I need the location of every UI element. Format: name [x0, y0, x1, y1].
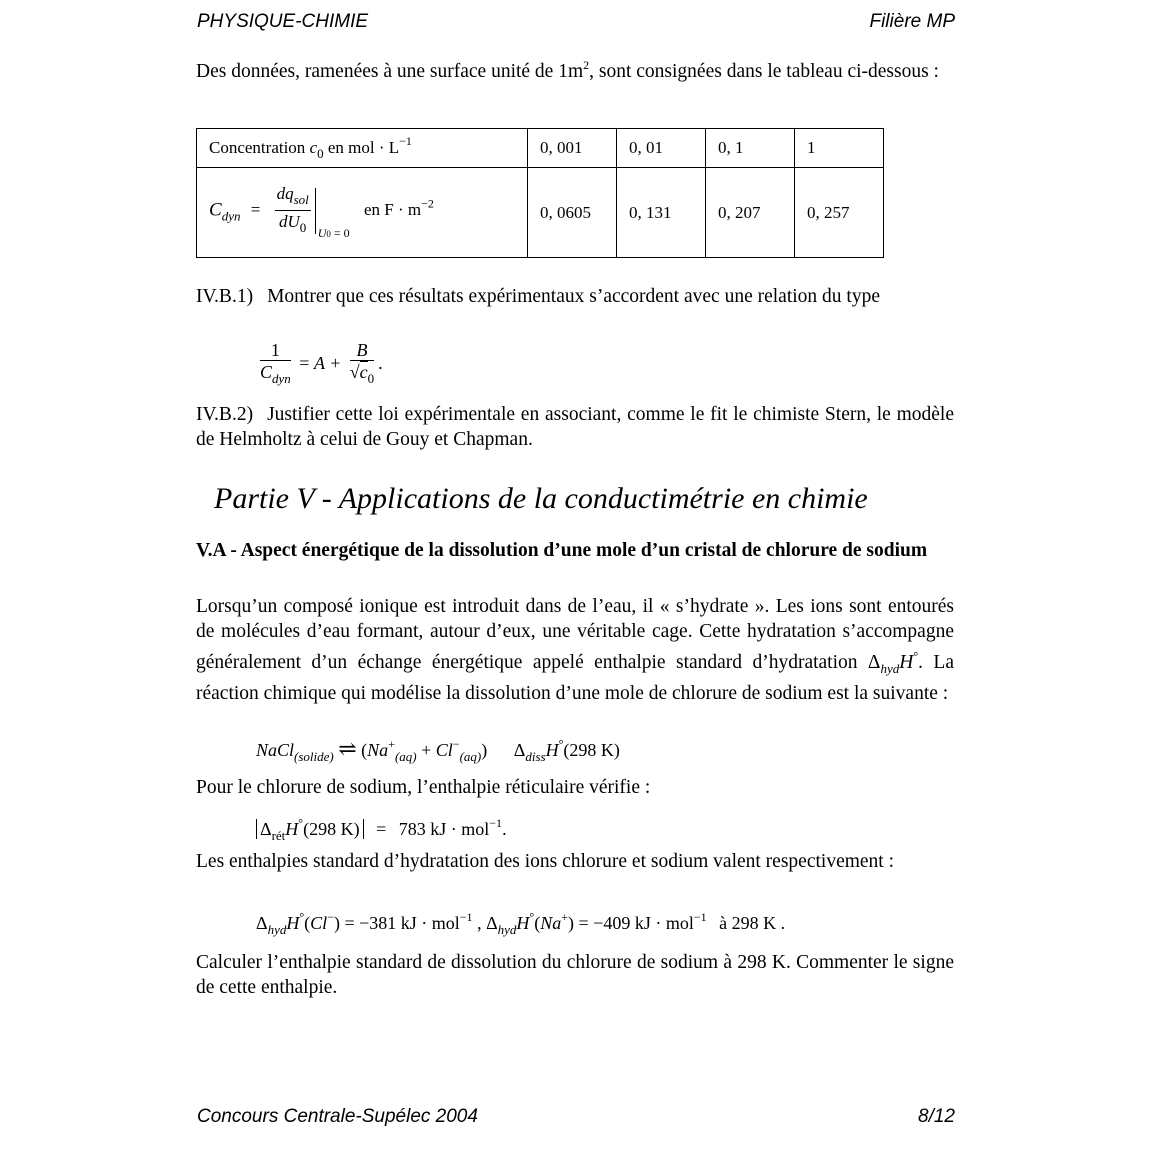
- table-cell: 0, 01: [617, 129, 706, 168]
- hydration-equation: $\Delta_{hyd}H^\circ(Cl^-) = -381$ kJ · mol$^{-1}$ , $\Delta_{hyd}H^\circ(Na^+) = -409$ kJ · mol$^{-1}$ à 298 K .: [256, 910, 786, 937]
- hydration-values-intro: Les enthalpies standard d’hydratation des ions chlorure et sodium valent respectivement :: [196, 851, 895, 872]
- table-cell: 0, 207: [706, 168, 795, 258]
- question-ivb2: IV.B.2) Justifier cette loi expérimentale en associant, comme le fit le chimiste Stern, le modèle de Helmholtz à celui de Gouy et Chapman.: [196, 404, 954, 450]
- table-row: [197, 129, 884, 168]
- table-row-header: Concentration $c_0$ en mol · $L^{-1}$: [197, 129, 528, 168]
- question-ivb1: IV.B.1) Montrer que ces résultats expérimentaux s’accordent avec une relation du type: [196, 286, 880, 307]
- table-cell: 0, 257: [795, 168, 884, 258]
- reaction-equation: NaCl$_{(solide)}$ ⇌ $(Na^+_{(aq)} + Cl^-_{(aq)})$ $\Delta_{diss}H^\circ(298$ K): [256, 736, 620, 764]
- footer-page-number: 8/12: [918, 1106, 955, 1127]
- hydration-paragraph: Lorsqu’un composé ionique est introduit dans de l’eau, il « s’hydrate ». Les ions sont entourés de molécules d’eau formant, autour d’eux, une véritable cage. Cette hydratation s’accompagne généralement d’un échange énergétique appelé enthalpie standard d’hydratation $\Delta_{hyd}H^\circ$. La réaction chimique qui modélise la dissolution d’une mole de chlorure de sodium est la suivante :: [196, 596, 954, 704]
- lattice-equation: $\Delta_{rét}H^\circ(298$ K) = 783 kJ · mol$^{-1}$.: [256, 816, 507, 844]
- lattice-intro: Pour le chlorure de sodium, l’enthalpie réticulaire vérifie :: [196, 777, 651, 798]
- header-track: Filière MP: [869, 11, 955, 32]
- table-row-header: $C_{dyn}$ = $\frac{dq_{sol}}{dU_0}$ $_{U0 = 0}$ en $F \cdot m^{-2}$: [197, 168, 528, 258]
- derivative-fraction: $\frac{dq_{sol}}{dU_0}$: [276, 183, 309, 235]
- intro-paragraph: Des données, ramenées à une surface unité de $1m^2$, sont consignées dans le tableau ci-dessous :: [196, 58, 939, 82]
- formula-relation: $\frac{1}{C_{dyn}}$ = A + $\frac{B}{√c_0}$ .: [260, 340, 383, 386]
- footer-contest: Concours Centrale-Supélec 2004: [197, 1106, 478, 1127]
- header-subject: PHYSIQUE-CHIMIE: [197, 11, 369, 32]
- table-cell: 0, 0605: [528, 168, 617, 258]
- data-table: [196, 128, 884, 258]
- table-row: [197, 168, 884, 258]
- section-title: V.A - Aspect énergétique de la dissolution d’une mole d’un cristal de chlorure de sodium: [196, 540, 928, 561]
- table-cell: 0, 1: [706, 129, 795, 168]
- final-question: Calculer l’enthalpie standard de dissolution du chlorure de sodium à 298 K. Commenter le signe de cette enthalpie.: [196, 952, 954, 998]
- part-title: Partie V - Applications de la conductimétrie en chimie: [214, 482, 868, 515]
- table-cell: 1: [795, 129, 884, 168]
- table-cell: 0, 001: [528, 129, 617, 168]
- table-cell: 0, 131: [617, 168, 706, 258]
